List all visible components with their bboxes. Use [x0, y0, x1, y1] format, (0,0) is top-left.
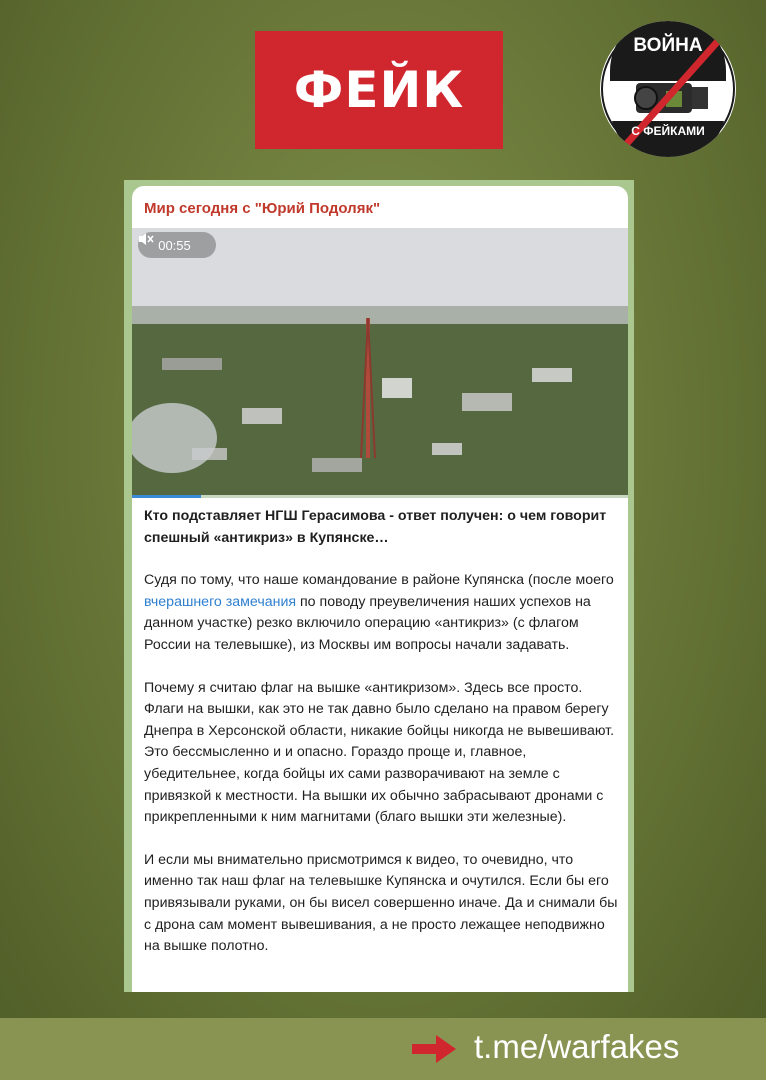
channel-link[interactable]: t.me/warfakes	[474, 1028, 680, 1065]
arrow-right-icon	[412, 1035, 456, 1068]
video-player[interactable]	[132, 228, 628, 498]
post-headline: Кто подставляет НГШ Герасимова - ответ получен: о чем говорит спешный «антикриз» в Купянске…	[144, 508, 607, 546]
war-on-fakes-logo	[600, 21, 736, 157]
fake-banner	[255, 31, 503, 149]
footer-bar	[0, 1018, 766, 1080]
video-duration: 00:55	[158, 237, 191, 253]
paragraph-1-end: по поводу преувеличения наших успехов на данном участке) резко включило операцию «антикриз» (с флагом России на телевышке), из Москвы им вопросы начали задавать.	[144, 593, 591, 653]
message-bubble	[132, 186, 628, 992]
channel-name[interactable]: Мир сегодня с "Юрий Подоляк"	[144, 200, 381, 217]
logo-bottom-text: С ФЕЙКАМИ	[631, 124, 705, 138]
previous-remark-link[interactable]: вчерашнего замечания	[144, 593, 297, 610]
paragraph-1-start: Судя по тому, что наше командование в районе Купянска (после моего	[144, 572, 614, 589]
video-frame	[132, 228, 628, 498]
telegram-post-screenshot	[124, 180, 634, 992]
paragraph-1	[144, 570, 622, 656]
video-progress-track[interactable]	[132, 495, 628, 498]
paragraph-2: Почему я считаю флаг на вышке «антикризом». Здесь все просто. Флаги на вышки, как это не так давно было сделано на правом берегу Днепра в Херсонской области, никакие бойцы никогда не вывешивают. Это бессмысленно и и опасно. Гораздо проще и, главное, убедительнее, когда бойцы их сами разворачивают на земле с привязкой к местности. На вышки их обычно забрасывают дронами с прикрепленными к ним магнитами (благо вышки эти железные).	[144, 679, 615, 826]
message-text	[144, 506, 622, 979]
logo-top-text: ВОЙНА	[633, 35, 703, 56]
paragraph-3: И если мы внимательно присмотримся к видео, то очевидно, что именно так наш флаг на телевышке Купянска и очутился. Если бы его привязывали руками, он бы висел совершенно иначе. Да и снимали бы с дрона сам момент вывешивания, а не просто лежащее неподвижно на вышке полотно.	[144, 851, 618, 955]
video-progress-fill	[132, 495, 201, 498]
fake-label: ФЕЙК	[293, 61, 465, 119]
video-duration-pill[interactable]	[138, 232, 216, 258]
